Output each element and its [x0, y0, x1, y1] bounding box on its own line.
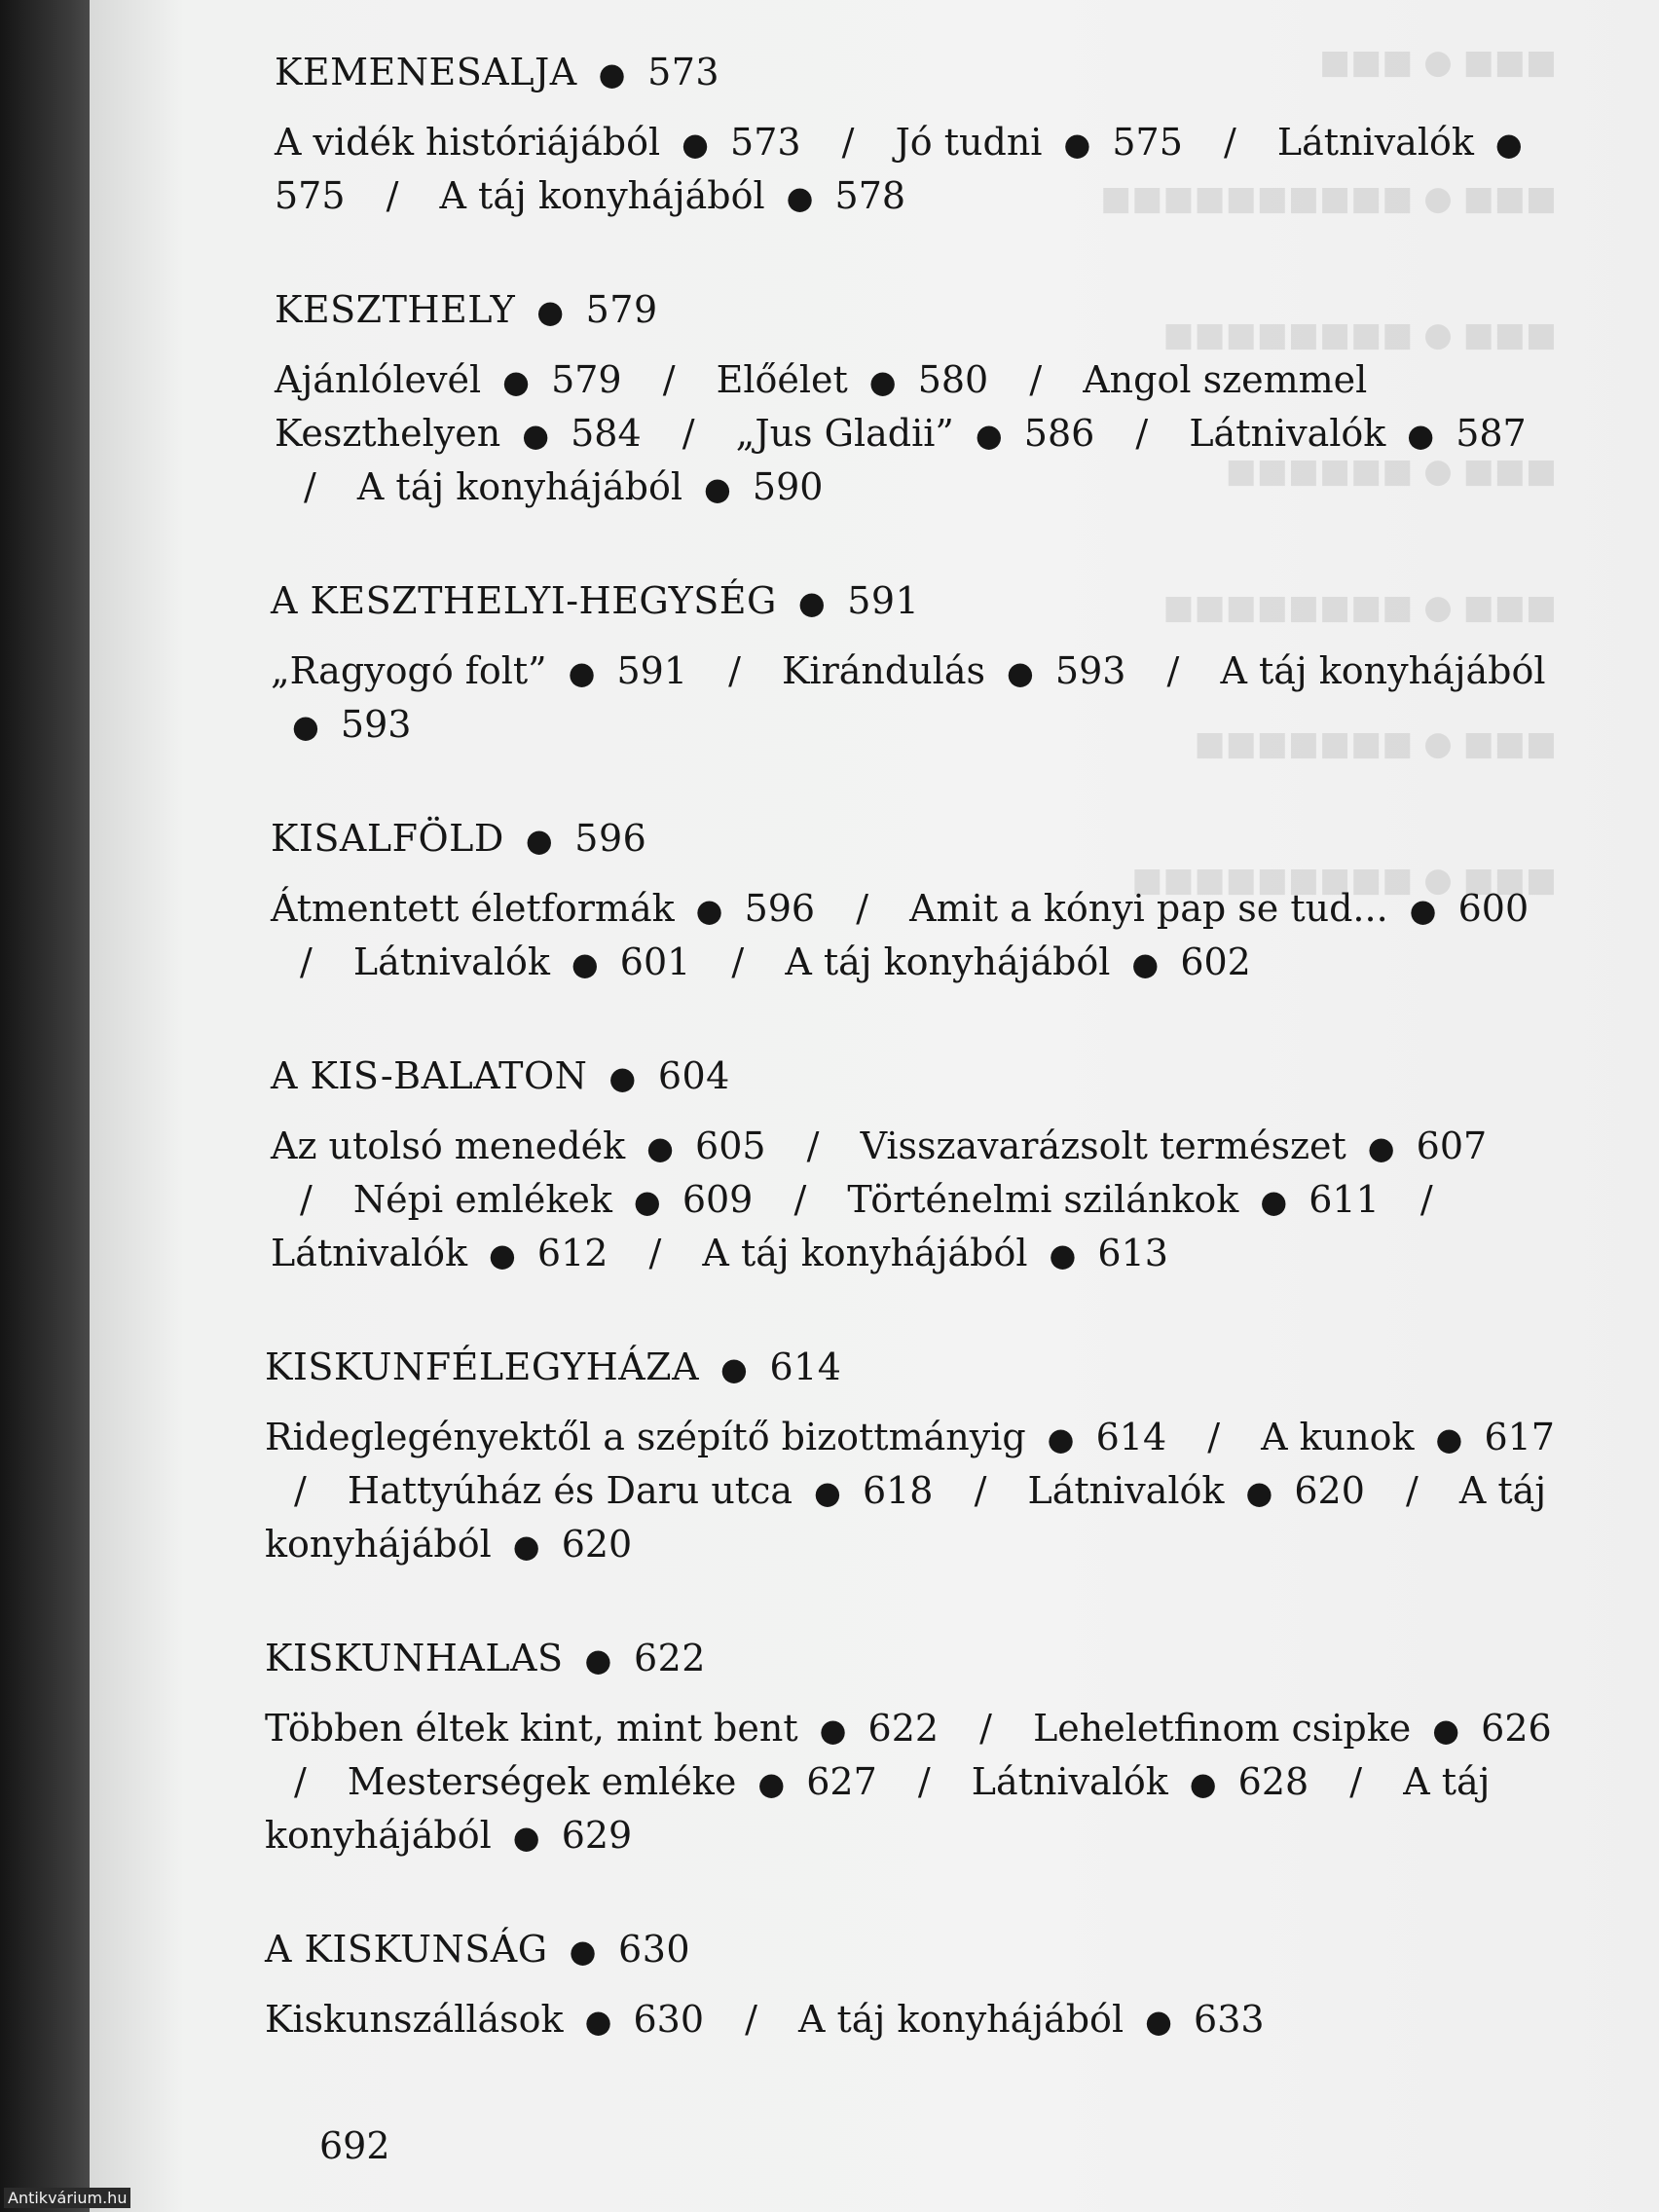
entry-title: A táj konyhájából [798, 1998, 1124, 2041]
toc-entry [782, 649, 1125, 692]
bullet-icon: ● [1432, 1712, 1460, 1749]
toc-entry [1033, 1707, 1552, 1750]
entry-page: 607 [1416, 1124, 1488, 1167]
entry-title: Hattyúház és Daru utca [347, 1469, 793, 1512]
separator-slash: / [917, 1760, 931, 1803]
entry-page: 629 [561, 1814, 633, 1857]
bullet-icon: ● [608, 1059, 637, 1096]
section-entries [265, 1412, 1560, 1572]
separator-slash: / [731, 940, 745, 983]
separator-slash: / [841, 121, 855, 164]
page-number: 692 [319, 2124, 390, 2167]
section-title: KESZTHELY [275, 288, 516, 331]
toc-section [275, 43, 1560, 224]
entry-title: Történelmi szilánkok [847, 1178, 1239, 1221]
separator-slash: / [1029, 358, 1043, 401]
section-heading [271, 571, 1560, 632]
entry-page: 617 [1484, 1416, 1555, 1458]
entry-title: Látnivalók [1276, 121, 1474, 164]
entry-page: 627 [806, 1760, 877, 1803]
entry-page: 590 [752, 465, 824, 508]
section-heading [265, 1338, 1560, 1398]
entry-title: Amit a kónyi pap se tud... [909, 887, 1388, 930]
entry-title: A táj konyhájából [702, 1232, 1028, 1274]
toc-section [271, 571, 1560, 753]
separator-slash: / [300, 1178, 313, 1221]
bullet-icon: ● [975, 417, 1003, 454]
bullet-icon: ● [584, 2003, 612, 2040]
bullet-icon: ● [1409, 892, 1437, 929]
bullet-icon: ● [598, 55, 627, 92]
bullet-icon: ● [682, 126, 710, 163]
entry-title: Ajánlólevél [275, 358, 482, 401]
bullet-icon: ● [1367, 1129, 1395, 1166]
separator-slash: / [662, 358, 676, 401]
bullet-icon: ● [814, 1474, 841, 1511]
bullet-icon: ● [786, 179, 814, 216]
entry-title: Látnivalók [971, 1760, 1168, 1803]
entry-page: 605 [695, 1124, 766, 1167]
entry-title: „Jus Gladii” [735, 412, 954, 455]
entry-title: A kunok [1261, 1416, 1415, 1458]
section-page: 614 [769, 1346, 842, 1388]
bullet-icon: ● [568, 654, 596, 691]
book-spine-shadow [0, 0, 90, 2212]
bullet-icon: ● [512, 1819, 540, 1856]
entry-title: Jó tudni [895, 121, 1043, 164]
bullet-icon: ● [525, 822, 554, 859]
separator-slash: / [974, 1469, 987, 1512]
toc-entry [353, 940, 690, 983]
section-entries [265, 1703, 1560, 1863]
entry-title: Visszavarázsolt természet [860, 1124, 1346, 1167]
separator-slash: / [304, 465, 316, 508]
table-of-contents [265, 43, 1560, 2104]
toc-section [275, 280, 1560, 515]
separator-slash: / [1207, 1416, 1221, 1458]
entry-title: Kiskunszállások [265, 1998, 564, 2041]
bullet-icon: ● [1006, 654, 1034, 691]
section-entries [271, 1121, 1560, 1281]
bullet-icon: ● [1063, 126, 1091, 163]
entry-page: 575 [275, 174, 346, 217]
entry-page: 601 [619, 940, 691, 983]
toc-entry [271, 649, 687, 692]
bullet-icon: ● [1049, 1236, 1077, 1273]
bullet-icon: ● [819, 1712, 847, 1749]
section-heading [271, 809, 1560, 869]
toc-entry [265, 1416, 1166, 1458]
section-heading [271, 1047, 1560, 1107]
entry-page: 593 [1054, 649, 1126, 692]
bullet-icon: ● [695, 892, 723, 929]
toc-entry [909, 887, 1529, 930]
entry-page: 611 [1309, 1178, 1380, 1221]
section-title: A KISKUNSÁG [265, 1928, 548, 1971]
bullet-icon: ● [868, 363, 897, 400]
bullet-icon: ● [1189, 1765, 1217, 1802]
section-title: KISKUNFÉLEGYHÁZA [265, 1346, 700, 1388]
bullet-icon: ● [720, 1350, 749, 1387]
toc-entry [896, 121, 1183, 164]
entry-page: 633 [1194, 1998, 1265, 2041]
section-title: KEMENESALJA [275, 51, 577, 93]
entry-title: Látnivalók [352, 940, 550, 983]
entry-title: A táj konyhájából [785, 940, 1111, 983]
section-page: 622 [633, 1637, 706, 1679]
toc-entry [271, 1232, 608, 1274]
separator-slash: / [300, 940, 313, 983]
section-entries [271, 645, 1560, 753]
section-title: A KESZTHELYI-HEGYSÉG [271, 579, 777, 622]
section-heading [265, 1920, 1560, 1980]
separator-slash: / [386, 174, 399, 217]
toc-entry [265, 1707, 939, 1750]
toc-entry [348, 1469, 934, 1512]
toc-section [265, 1920, 1560, 2047]
entry-title: Kirándulás [782, 649, 985, 692]
separator-slash: / [793, 1178, 807, 1221]
separator-slash: / [294, 1469, 307, 1512]
watermark-logo: Antikvárium.hu [4, 2188, 130, 2208]
toc-entry [972, 1760, 1309, 1803]
bullet-icon: ● [488, 1236, 516, 1273]
separator-slash: / [682, 412, 695, 455]
entry-page: 630 [633, 1998, 705, 2041]
toc-entry [348, 1760, 877, 1803]
toc-entry [440, 174, 906, 217]
separator-slash: / [1166, 649, 1180, 692]
entry-title: Népi emlékek [352, 1178, 612, 1221]
entry-page: 618 [862, 1469, 934, 1512]
entry-title: A vidék históriájából [275, 121, 661, 164]
section-page: 591 [847, 579, 920, 622]
toc-entry [271, 1124, 766, 1167]
section-entries [265, 1994, 1560, 2047]
separator-slash: / [1135, 412, 1149, 455]
bullet-icon: ● [584, 1641, 612, 1678]
toc-entry [275, 358, 622, 401]
bullet-icon: ● [1145, 2003, 1173, 2040]
bullet-icon: ● [571, 945, 599, 982]
entry-page: 620 [1294, 1469, 1365, 1512]
toc-entry [1189, 412, 1526, 455]
bullet-icon: ● [703, 470, 731, 507]
bullet-icon: ● [502, 363, 531, 400]
section-heading [275, 280, 1560, 341]
bullet-icon: ● [522, 417, 550, 454]
entry-title: A táj konyhájából [1220, 649, 1546, 692]
bullet-icon: ● [1407, 417, 1435, 454]
section-page: 579 [585, 288, 658, 331]
entry-title: A táj konyhájából [356, 465, 682, 508]
toc-section [271, 1047, 1560, 1281]
section-title: KISALFÖLD [271, 817, 504, 860]
entry-title: A táj konyhájából [265, 1469, 1547, 1566]
separator-slash: / [1419, 1178, 1433, 1221]
entry-page: 578 [834, 174, 906, 217]
section-heading [275, 43, 1560, 103]
entry-title: Látnivalók [271, 1232, 467, 1274]
toc-entry [702, 1232, 1168, 1274]
bullet-icon: ● [1435, 1420, 1463, 1457]
section-title: A KIS-BALATON [271, 1054, 588, 1097]
entry-page: 612 [536, 1232, 608, 1274]
toc-entry [275, 121, 801, 164]
entry-title: Előélet [716, 358, 848, 401]
entry-title: Az utolsó menedék [271, 1124, 626, 1167]
toc-section [265, 1629, 1560, 1863]
entry-page: 613 [1097, 1232, 1168, 1274]
entry-page: 573 [730, 121, 801, 164]
separator-slash: / [648, 1232, 662, 1274]
toc-entry [353, 1178, 753, 1221]
bullet-icon: ● [569, 1933, 598, 1970]
bullet-icon: ● [292, 708, 319, 745]
entry-title: Többen éltek kint, mint bent [265, 1707, 798, 1750]
toc-entry [847, 1178, 1379, 1221]
section-title: KISKUNHALAS [265, 1637, 564, 1679]
bullet-icon: ● [536, 293, 565, 330]
entry-title: Látnivalók [1189, 412, 1386, 455]
entry-page: 591 [616, 649, 688, 692]
entry-page: 593 [340, 703, 412, 746]
toc-entry [271, 887, 815, 930]
entry-page: 575 [1112, 121, 1183, 164]
entry-page: 626 [1481, 1707, 1552, 1750]
entry-title: Angol szemmel Keszthelyen [275, 358, 1368, 455]
bullet-icon: ● [1245, 1474, 1273, 1511]
section-heading [265, 1629, 1560, 1689]
section-page: 604 [657, 1054, 730, 1097]
separator-slash: / [728, 649, 741, 692]
entry-title: Látnivalók [1027, 1469, 1225, 1512]
section-entries [275, 117, 1560, 224]
entry-title: A táj konyhájából [439, 174, 765, 217]
section-page: 596 [574, 817, 647, 860]
toc-entry [798, 1998, 1265, 2041]
bullet-icon: ● [797, 584, 827, 621]
toc-entry [265, 1998, 704, 2041]
bullet-icon: ● [757, 1765, 786, 1802]
entry-page: 609 [682, 1178, 754, 1221]
entry-title: A táj konyhájából [265, 1760, 1491, 1857]
entry-page: 614 [1095, 1416, 1167, 1458]
separator-slash: / [1349, 1760, 1363, 1803]
section-entries [271, 883, 1560, 990]
toc-entry [1027, 1469, 1364, 1512]
toc-entry [861, 1124, 1488, 1167]
bullet-icon: ● [646, 1129, 675, 1166]
entry-title: Rideglegényektől a szépítő bizottmányig [265, 1416, 1026, 1458]
entry-page: 596 [744, 887, 816, 930]
separator-slash: / [856, 887, 869, 930]
bullet-icon: ● [1494, 126, 1523, 163]
separator-slash: / [745, 1998, 757, 2041]
bullet-icon: ● [1047, 1420, 1075, 1457]
toc-entry [736, 412, 1095, 455]
entry-page: 584 [571, 412, 642, 455]
bullet-icon: ● [1260, 1183, 1288, 1220]
entry-title: Átmentett életformák [271, 887, 675, 930]
toc-entry [717, 358, 989, 401]
bullet-icon: ● [512, 1528, 540, 1565]
entry-page: 580 [917, 358, 989, 401]
entry-title: Leheletfinom csipke [1033, 1707, 1412, 1750]
entry-page: 622 [867, 1707, 940, 1750]
entry-page: 587 [1456, 412, 1527, 455]
entry-page: 600 [1457, 887, 1530, 930]
entry-page: 602 [1180, 940, 1251, 983]
bullet-icon: ● [633, 1183, 661, 1220]
toc-entry [357, 465, 824, 508]
entry-title: „Ragyogó folt” [271, 649, 547, 692]
toc-section [265, 1338, 1560, 1572]
entry-title: Mesterségek emléke [347, 1760, 737, 1803]
toc-entry [1261, 1416, 1555, 1458]
bleed-through-text: ■■■ ● ■■■ ■■■■■■■■■■ ● ■■■ ■■■■■■■■ ● ■■■ ■■■■■■ ● ■■■ ■■■■■■■■ ● ■■■ ■■■■■■■ ● ■■■ ■■■■■■■■■ ● ■■■ [1100, 43, 1557, 900]
separator-slash: / [294, 1760, 307, 1803]
bullet-icon: ● [1131, 945, 1160, 982]
section-page: 573 [647, 51, 720, 93]
entry-page: 586 [1023, 412, 1095, 455]
entry-page: 628 [1237, 1760, 1309, 1803]
separator-slash: / [1224, 121, 1236, 164]
separator-slash: / [1405, 1469, 1419, 1512]
toc-section [271, 809, 1560, 990]
toc-entry [785, 940, 1251, 983]
section-entries [275, 354, 1560, 515]
section-page: 630 [618, 1928, 691, 1971]
separator-slash: / [979, 1707, 992, 1750]
separator-slash: / [806, 1124, 820, 1167]
entry-page: 579 [551, 358, 622, 401]
entry-page: 620 [561, 1523, 633, 1566]
